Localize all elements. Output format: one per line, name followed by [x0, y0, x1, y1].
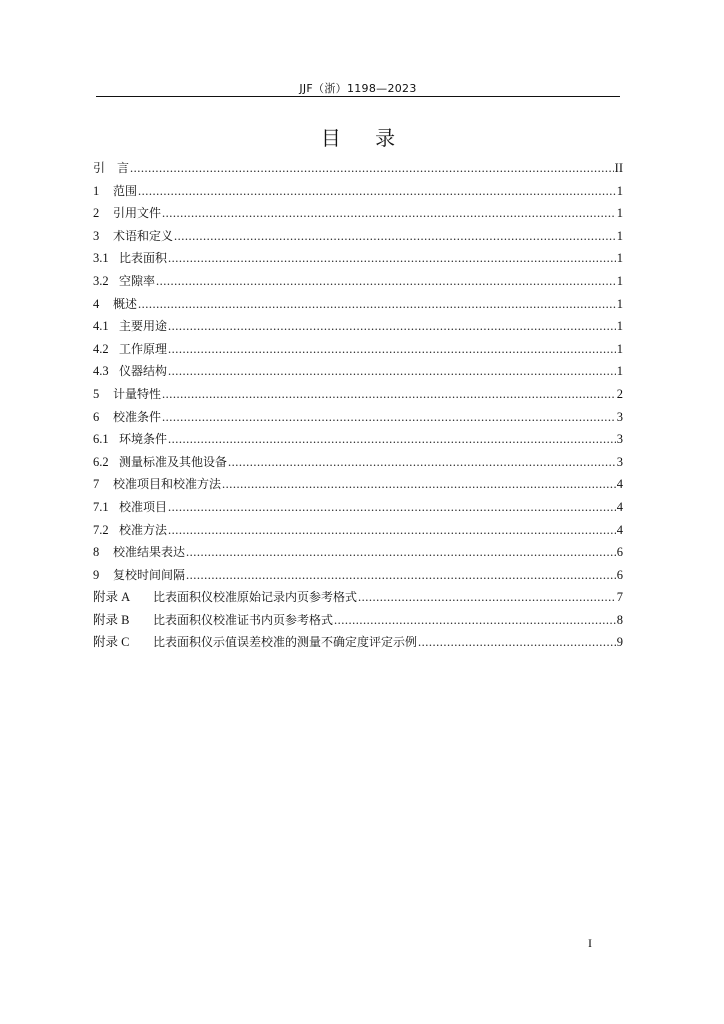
toc-entry-number: 附录 B — [93, 612, 130, 627]
toc-leader-dots — [162, 202, 616, 225]
toc-leader-dots — [130, 157, 614, 180]
toc-entry-number: 4.3 — [93, 364, 109, 379]
toc-entry-appendix-c[interactable] — [93, 631, 623, 654]
toc-entry-page: 1 — [616, 319, 623, 334]
toc-entry-label: 比表面积仪校准原始记录内页参考格式 — [153, 590, 358, 605]
toc-entry-label: 术语和定义 — [113, 228, 174, 243]
toc-entry-4[interactable] — [93, 293, 623, 316]
toc-entry-5[interactable] — [93, 383, 623, 406]
toc-entry-7-1[interactable] — [93, 496, 623, 519]
toc-leader-dots — [418, 631, 616, 654]
toc-entry-page: 3 — [616, 454, 623, 469]
toc-entry-page: 4 — [616, 522, 623, 537]
standard-code-header: JJF（浙）1198—2023 — [299, 82, 417, 95]
toc-entry-number: 4.2 — [93, 341, 109, 356]
toc-entry-page: 3 — [616, 409, 623, 424]
toc-entry-3-1[interactable] — [93, 247, 623, 270]
toc-leader-dots — [168, 315, 616, 338]
toc-entry-number: 1 — [93, 183, 100, 198]
toc-entry-label: 校准条件 — [113, 409, 162, 424]
toc-entry-label: 概述 — [113, 296, 138, 311]
toc-entry-page: 6 — [616, 567, 623, 582]
toc-entry-number: 7.2 — [93, 522, 109, 537]
toc-entry-label: 引 言 — [93, 161, 130, 175]
toc-entry-6-2[interactable] — [93, 451, 623, 474]
toc-leader-dots — [168, 247, 616, 270]
toc-entry-2[interactable] — [93, 202, 623, 225]
toc-entry-4-2[interactable] — [93, 338, 623, 361]
toc-entry-9[interactable] — [93, 564, 623, 587]
toc-entry-label: 比表面积仪示值误差校准的测量不确定度评定示例 — [153, 635, 418, 650]
toc-entry-number: 4.1 — [93, 319, 109, 334]
toc-entry-number: 7 — [93, 477, 100, 492]
toc-entry-page: 1 — [616, 206, 623, 221]
toc-entry-number: 7.1 — [93, 499, 109, 514]
toc-leader-dots — [168, 338, 616, 361]
toc-entry-page: 1 — [616, 364, 623, 379]
toc-entry-page: 1 — [616, 296, 623, 311]
toc-entry-page: 1 — [616, 183, 623, 198]
toc-entry-4-1[interactable] — [93, 315, 623, 338]
toc-entry-number: 3.1 — [93, 251, 109, 266]
toc-entry-page: 6 — [616, 545, 623, 560]
toc-entry-3-2[interactable] — [93, 270, 623, 293]
toc-entry-label: 仪器结构 — [119, 364, 168, 379]
toc-entry-label: 环境条件 — [119, 432, 168, 447]
toc-leader-dots — [168, 519, 616, 542]
toc-entry-number: 4 — [93, 296, 100, 311]
toc-entry-page: 1 — [616, 341, 623, 356]
toc-leader-dots — [162, 383, 616, 406]
toc-entry-label: 引用文件 — [113, 206, 162, 221]
table-of-contents — [93, 157, 623, 654]
toc-entry-label: 范围 — [113, 183, 138, 198]
toc-entry-number: 附录 C — [93, 635, 130, 650]
toc-entry-number: 9 — [93, 567, 100, 582]
toc-entry-6[interactable] — [93, 406, 623, 429]
header-divider — [96, 96, 620, 97]
toc-entry-page: 9 — [616, 635, 623, 650]
toc-entry-7-2[interactable] — [93, 519, 623, 542]
toc-leader-dots — [174, 225, 616, 248]
toc-entry-7[interactable] — [93, 473, 623, 496]
toc-entry-label: 测量标准及其他设备 — [119, 454, 228, 469]
toc-leader-dots — [138, 180, 616, 203]
toc-entry-label: 校准项目和校准方法 — [113, 477, 222, 492]
toc-leader-dots — [168, 496, 616, 519]
toc-entry-1[interactable] — [93, 180, 623, 203]
toc-entry-number: 6.2 — [93, 454, 109, 469]
toc-entry-page: II — [614, 161, 623, 175]
toc-entry-page: 4 — [616, 477, 623, 492]
toc-entry-page: 1 — [616, 273, 623, 288]
toc-entry-label: 校准项目 — [119, 499, 168, 514]
toc-leader-dots — [168, 428, 616, 451]
toc-entry-page: 3 — [616, 432, 623, 447]
toc-entry-appendix-b[interactable] — [93, 609, 623, 632]
toc-entry-page: 1 — [616, 251, 623, 266]
page-number: I — [588, 936, 592, 950]
toc-entry-8[interactable] — [93, 541, 623, 564]
toc-entry-3[interactable] — [93, 225, 623, 248]
toc-entry-label: 主要用途 — [119, 319, 168, 334]
toc-entry-number: 8 — [93, 545, 100, 560]
toc-entry-foreword[interactable] — [93, 157, 623, 180]
toc-leader-dots — [186, 564, 616, 587]
toc-entry-page: 2 — [616, 386, 623, 401]
toc-leader-dots — [334, 609, 616, 632]
toc-leader-dots — [168, 360, 616, 383]
toc-entry-label: 工作原理 — [119, 341, 168, 356]
toc-entry-label: 校准结果表达 — [113, 545, 186, 560]
toc-entry-label: 复校时间间隔 — [113, 567, 186, 582]
toc-entry-number: 5 — [93, 386, 100, 401]
toc-entry-number: 3 — [93, 228, 100, 243]
toc-entry-number: 3.2 — [93, 273, 109, 288]
toc-entry-4-3[interactable] — [93, 360, 623, 383]
toc-leader-dots — [138, 293, 616, 316]
toc-entry-page: 8 — [616, 612, 623, 627]
toc-entry-6-1[interactable] — [93, 428, 623, 451]
toc-entry-page: 4 — [616, 499, 623, 514]
toc-leader-dots — [358, 586, 616, 609]
toc-entry-number: 2 — [93, 206, 100, 221]
toc-entry-label: 比表面积 — [119, 251, 168, 266]
toc-entry-number: 附录 A — [93, 590, 131, 605]
toc-title: 目 录 — [320, 126, 410, 150]
toc-leader-dots — [222, 473, 616, 496]
toc-entry-page: 7 — [616, 590, 623, 605]
toc-entry-appendix-a[interactable] — [93, 586, 623, 609]
toc-leader-dots — [228, 451, 616, 474]
toc-entry-number: 6.1 — [93, 432, 109, 447]
toc-entry-label: 空隙率 — [119, 273, 156, 288]
toc-entry-page: 1 — [616, 228, 623, 243]
toc-entry-label: 比表面积仪校准证书内页参考格式 — [153, 612, 334, 627]
toc-leader-dots — [162, 406, 616, 429]
toc-entry-label: 校准方法 — [119, 522, 168, 537]
toc-leader-dots — [186, 541, 616, 564]
toc-entry-label: 计量特性 — [113, 386, 162, 401]
toc-entry-number: 6 — [93, 409, 100, 424]
toc-leader-dots — [156, 270, 616, 293]
